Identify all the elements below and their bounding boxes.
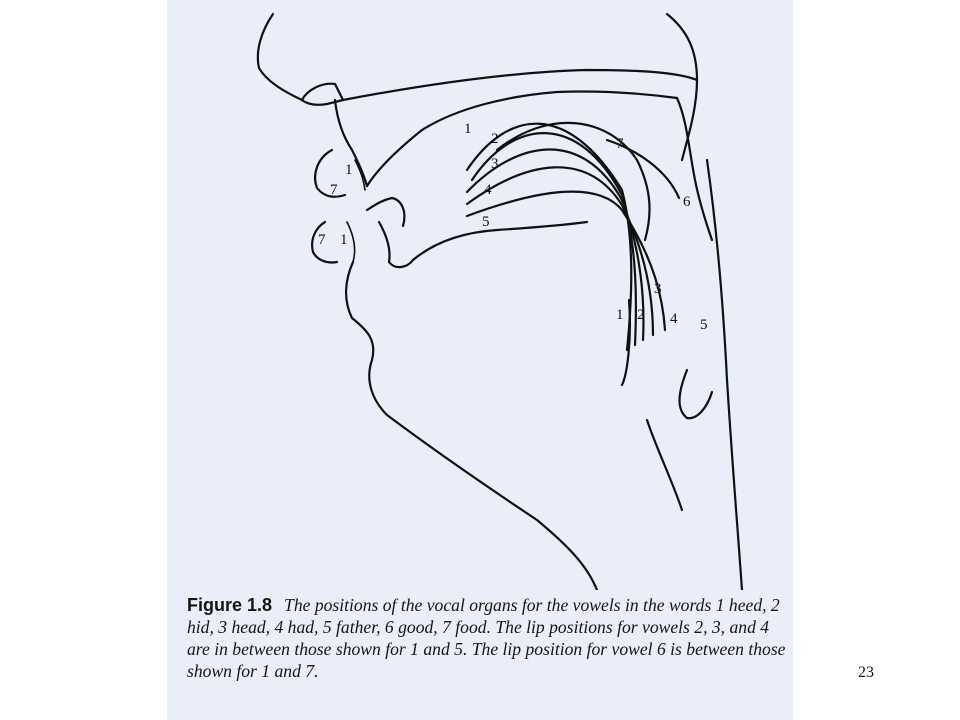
hard-palate — [367, 91, 677, 186]
jaw-line — [413, 222, 587, 260]
lower-lip-label-1: 1 — [340, 232, 348, 248]
figure-caption-text: The positions of the vocal organs for the vowels in the words 1 heed, 2 hid, 3 head, 4 had, 5 father, 6 good, 7 food. The lip positions for vowels 2, 3, and 4 are in between those shown for 1 and 5. The lip position for vowel 6 is between those shown for 1 and 7. — [187, 595, 786, 681]
upper-lip-label-7: 7 — [330, 182, 338, 198]
upper-teeth — [367, 198, 404, 226]
tongue-label-6: 6 — [683, 194, 691, 210]
nose-outline — [258, 14, 302, 100]
larynx — [647, 420, 682, 510]
tongue-label-1: 1 — [464, 121, 472, 137]
lower-lip-inner — [347, 222, 355, 262]
soft-palate — [677, 98, 712, 240]
back-of-head — [667, 14, 697, 160]
tongue-label-5: 5 — [482, 214, 490, 230]
figure-label: Figure 1.8 — [187, 595, 273, 615]
figure-caption — [187, 594, 787, 682]
upper-lip-label-1: 1 — [345, 162, 353, 178]
root-label-4: 4 — [670, 311, 678, 327]
tongue-label-4: 4 — [484, 182, 492, 198]
tongue-label-7: 7 — [616, 136, 624, 152]
epiglottis — [680, 370, 713, 418]
tongue-label-3: 3 — [491, 156, 499, 172]
chin-outline — [346, 262, 387, 415]
nostril-outline — [302, 84, 343, 105]
tongue-label-2: 2 — [491, 131, 499, 147]
vocal-tract-diagram — [167, 0, 793, 590]
root-label-3: 3 — [654, 281, 662, 297]
page-number: 23 — [858, 664, 874, 681]
root-label-5: 5 — [700, 317, 708, 333]
neck-front — [387, 415, 597, 590]
root-label-2: 2 — [637, 307, 645, 323]
pharynx-back-wall — [707, 160, 742, 590]
lower-lip-label-7: 7 — [318, 232, 326, 248]
root-label-1: 1 — [616, 307, 624, 323]
scanned-figure — [167, 0, 793, 720]
lower-teeth — [379, 222, 413, 267]
